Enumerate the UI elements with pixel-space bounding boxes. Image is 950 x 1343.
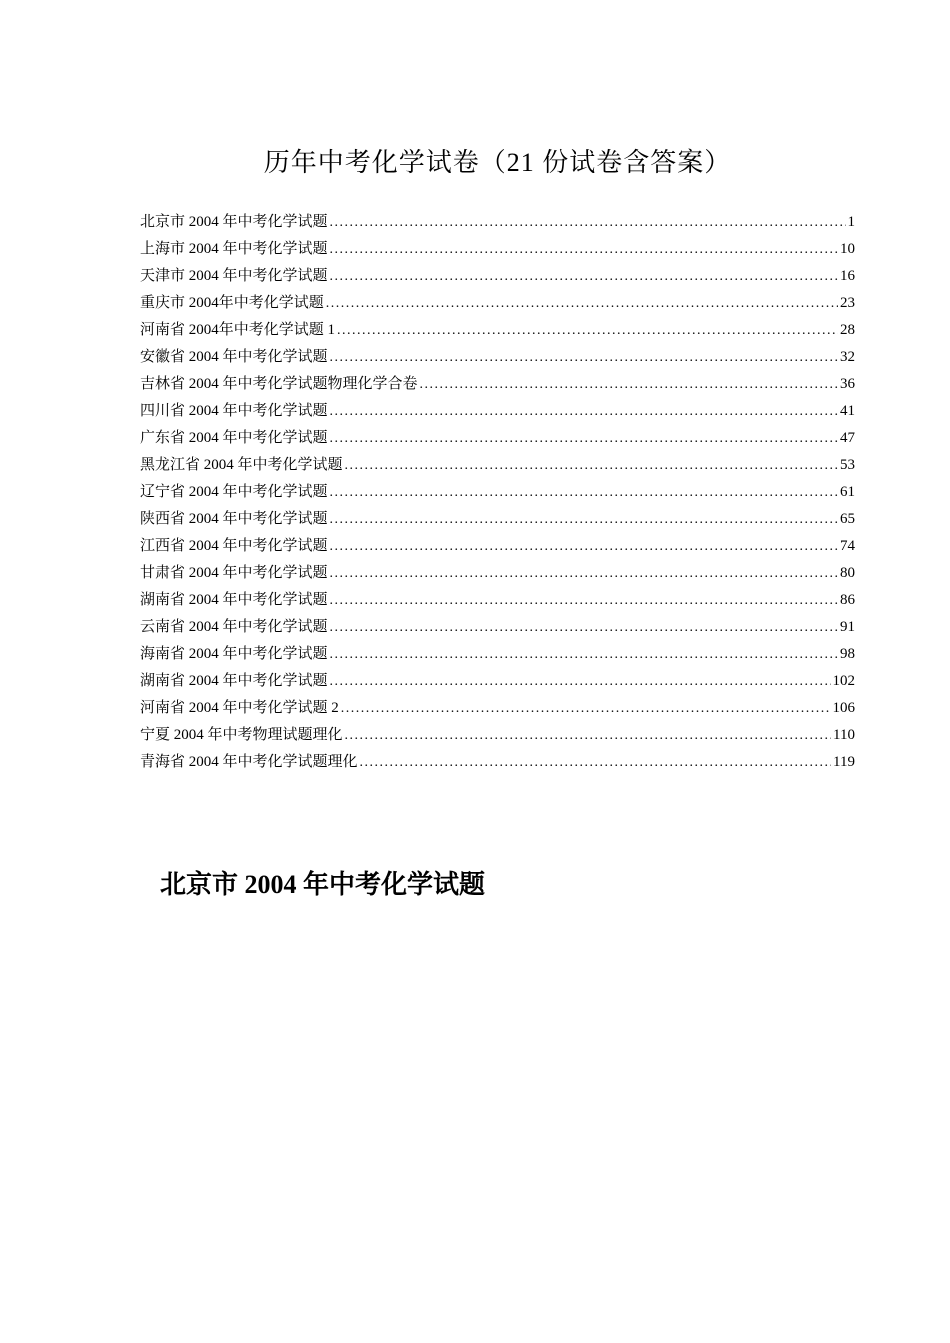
toc-leader-dots (330, 668, 831, 695)
toc-leader-dots (330, 425, 838, 452)
toc-entry-title: 天津市 2004 年中考化学试题 (140, 268, 328, 284)
toc-page-number: 65 (840, 511, 855, 527)
toc-page-number: 1 (847, 214, 855, 230)
toc-page-number: 119 (833, 754, 855, 770)
toc-entry[interactable] (140, 371, 855, 398)
toc-page-number: 53 (840, 457, 855, 473)
toc-entry-title: 北京市 2004 年中考化学试题 (140, 214, 328, 230)
toc-entry-title: 青海省 2004 年中考化学试题理化 (140, 754, 358, 770)
toc-entry[interactable] (140, 452, 855, 479)
toc-entry-title: 黑龙江省 2004 年中考化学试题 (140, 457, 343, 473)
toc-entry[interactable] (140, 695, 855, 722)
toc-page-number: 74 (840, 538, 855, 554)
toc-entry-title: 安徽省 2004 年中考化学试题 (140, 349, 328, 365)
toc-entry[interactable] (140, 209, 855, 236)
toc-page-number: 91 (840, 619, 855, 635)
toc-entry-title: 四川省 2004 年中考化学试题 (140, 403, 328, 419)
toc-entry-title: 重庆市 2004年中考化学试题 (140, 295, 324, 311)
toc-entry[interactable] (140, 749, 855, 776)
toc-entry-title: 上海市 2004 年中考化学试题 (140, 241, 328, 257)
toc-leader-dots (330, 560, 838, 587)
toc-entry-title: 辽宁省 2004 年中考化学试题 (140, 484, 328, 500)
toc-page-number: 10 (840, 241, 855, 257)
toc-entry-title: 湖南省 2004 年中考化学试题 (140, 673, 328, 689)
toc-entry[interactable] (140, 290, 855, 317)
toc-page-number: 23 (840, 295, 855, 311)
toc-entry-title: 广东省 2004 年中考化学试题 (140, 430, 328, 446)
toc-page-number: 16 (840, 268, 855, 284)
toc-page-number: 32 (840, 349, 855, 365)
toc-entry[interactable] (140, 236, 855, 263)
toc-entry[interactable] (140, 344, 855, 371)
toc-entry[interactable] (140, 560, 855, 587)
toc-page-number: 28 (840, 322, 855, 338)
toc-entry[interactable] (140, 317, 855, 344)
toc-leader-dots (330, 587, 838, 614)
toc-leader-dots (330, 641, 838, 668)
toc-leader-dots (345, 722, 832, 749)
toc-entry[interactable] (140, 506, 855, 533)
table-of-contents (140, 209, 855, 776)
toc-leader-dots (360, 749, 832, 776)
toc-entry[interactable] (140, 587, 855, 614)
toc-entry-title: 江西省 2004 年中考化学试题 (140, 538, 328, 554)
toc-entry-title: 甘肃省 2004 年中考化学试题 (140, 565, 328, 581)
toc-entry-title: 宁夏 2004 年中考物理试题理化 (140, 727, 343, 743)
toc-leader-dots (330, 398, 838, 425)
toc-leader-dots (341, 695, 831, 722)
toc-leader-dots (326, 290, 838, 317)
toc-leader-dots (330, 263, 838, 290)
toc-leader-dots (330, 614, 838, 641)
toc-entry-title: 云南省 2004 年中考化学试题 (140, 619, 328, 635)
toc-leader-dots (345, 452, 838, 479)
toc-page-number: 106 (832, 700, 855, 716)
toc-entry[interactable] (140, 398, 855, 425)
toc-entry[interactable] (140, 263, 855, 290)
toc-entry[interactable] (140, 479, 855, 506)
toc-entry-title: 河南省 2004 年中考化学试题 2 (140, 700, 339, 716)
toc-page-number: 86 (840, 592, 855, 608)
toc-leader-dots (330, 506, 838, 533)
document-title: 历年中考化学试卷（21 份试卷含答案） (263, 148, 732, 177)
toc-leader-dots (420, 371, 838, 398)
toc-leader-dots (337, 317, 838, 344)
toc-entry-title: 海南省 2004 年中考化学试题 (140, 646, 328, 662)
toc-entry[interactable] (140, 533, 855, 560)
toc-page-number: 98 (840, 646, 855, 662)
toc-entry[interactable] (140, 722, 855, 749)
toc-leader-dots (330, 533, 838, 560)
toc-page-number: 61 (840, 484, 855, 500)
toc-entry-title: 河南省 2004年中考化学试题 1 (140, 322, 336, 338)
toc-entry-title: 陕西省 2004 年中考化学试题 (140, 511, 328, 527)
toc-page-number: 36 (840, 376, 855, 392)
toc-leader-dots (330, 344, 838, 371)
toc-page-number: 102 (832, 673, 855, 689)
toc-leader-dots (330, 479, 838, 506)
toc-page-number: 110 (833, 727, 855, 743)
section-heading: 北京市 2004 年中考化学试题 (160, 870, 486, 899)
toc-entry-title: 湖南省 2004 年中考化学试题 (140, 592, 328, 608)
toc-page-number: 80 (840, 565, 855, 581)
toc-page-number: 41 (840, 403, 855, 419)
toc-entry-title: 吉林省 2004 年中考化学试题物理化学合卷 (140, 376, 418, 392)
toc-entry[interactable] (140, 668, 855, 695)
toc-page-number: 47 (840, 430, 855, 446)
toc-leader-dots (330, 236, 838, 263)
toc-entry[interactable] (140, 425, 855, 452)
toc-entry[interactable] (140, 614, 855, 641)
toc-entry[interactable] (140, 641, 855, 668)
toc-leader-dots (330, 209, 846, 236)
